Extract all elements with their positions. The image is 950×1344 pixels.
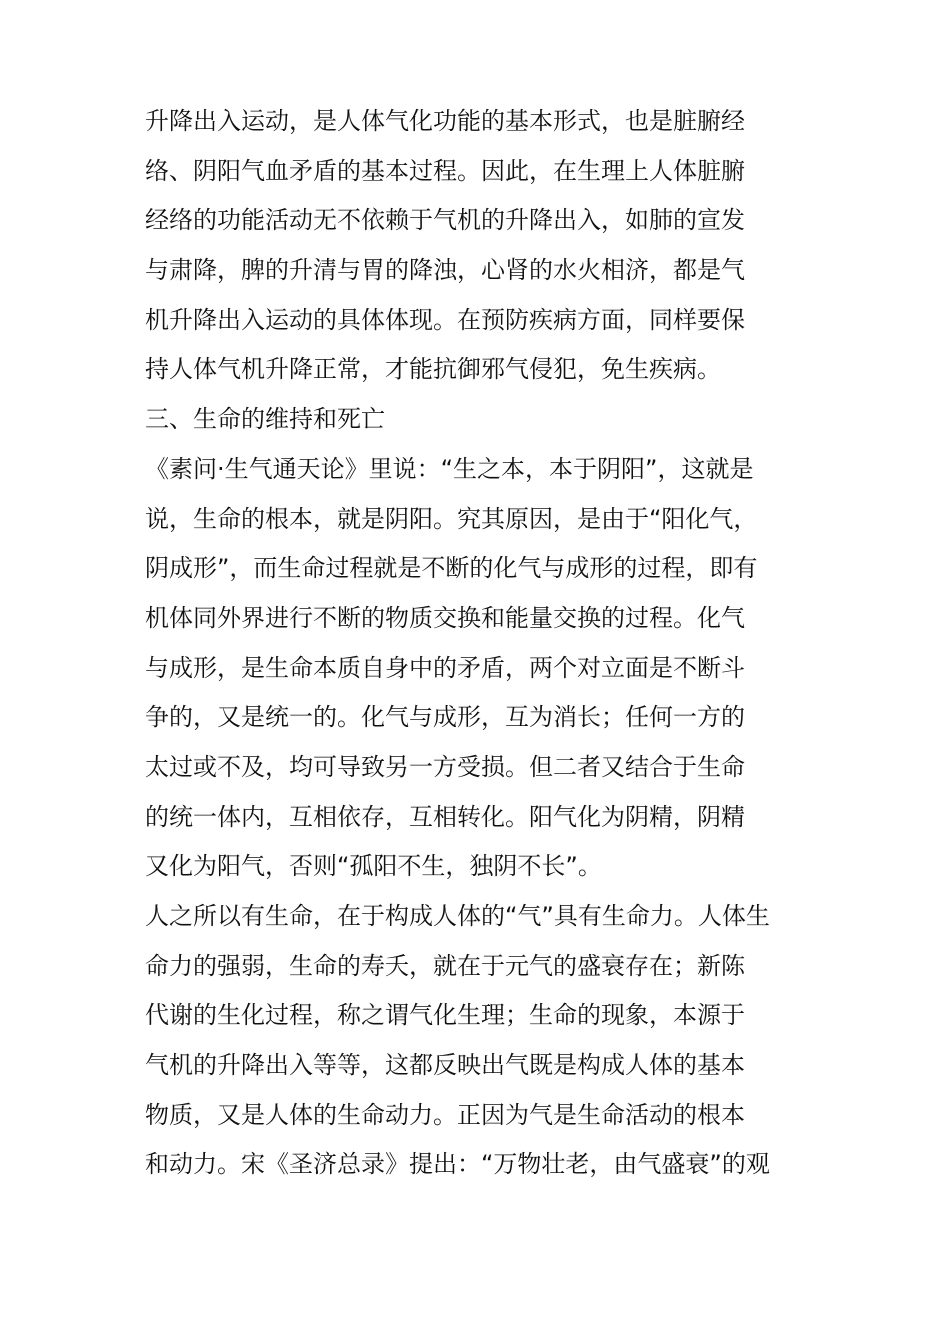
text-line: 络、阴阳气血矛盾的基本过程。因此，在生理上人体脏腑	[145, 156, 745, 185]
text-line: 与肃降，脾的升清与胃的降浊，心肾的水火相济，都是气	[145, 256, 745, 285]
text-line: 命力的强弱，生命的寿夭，就在于元气的盛衰存在；新陈	[145, 951, 745, 980]
text-line: 气机的升降出入等等，这都反映出气既是构成人体的基本	[145, 1051, 745, 1080]
section-heading: 三、生命的维持和死亡	[145, 405, 385, 434]
body-text	[145, 97, 815, 1190]
text-line: 的统一体内，互相依存，互相转化。阳气化为阴精，阴精	[145, 802, 745, 831]
text-line: 机升降出入运动的具体体现。在预防疾病方面，同样要保	[145, 305, 745, 334]
text-line: 持人体气机升降正常，才能抗御邪气侵犯，免生疾病。	[145, 355, 721, 384]
text-line: 阴成形”，而生命过程就是不断的化气与成形的过程，即有	[145, 554, 758, 583]
text-line: 机体同外界进行不断的物质交换和能量交换的过程。化气	[145, 603, 745, 632]
text-line: 经络的功能活动无不依赖于气机的升降出入，如肺的宣发	[145, 206, 745, 235]
text-line: 人之所以有生命，在于构成人体的“气”具有生命力。人体生	[145, 902, 770, 930]
text-line: 争的，又是统一的。化气与成形，互为消长；任何一方的	[145, 703, 745, 732]
text-line: 又化为阳气，否则“孤阳不生，独阴不长”。	[145, 852, 602, 881]
text-line: 升降出入运动，是人体气化功能的基本形式，也是脏腑经	[145, 107, 745, 135]
text-line: 与成形，是生命本质自身中的矛盾，两个对立面是不断斗	[145, 653, 745, 682]
text-line: 说，生命的根本，就是阴阳。究其原因，是由于“阳化气，	[145, 504, 758, 533]
text-line: 代谢的生化过程，称之谓气化生理；生命的现象，本源于	[145, 1001, 745, 1030]
text-line: 物质，又是人体的生命动力。正因为气是生命活动的根本	[145, 1100, 745, 1129]
text-line: 《素问·生气通天论》里说：“生之本，本于阴阳”，这就是	[145, 454, 754, 483]
text-line: 太过或不及，均可导致另一方受损。但二者又结合于生命	[145, 752, 745, 781]
text-line: 和动力。宋《圣济总录》提出：“万物壮老，由气盛衰”的观	[145, 1150, 770, 1179]
